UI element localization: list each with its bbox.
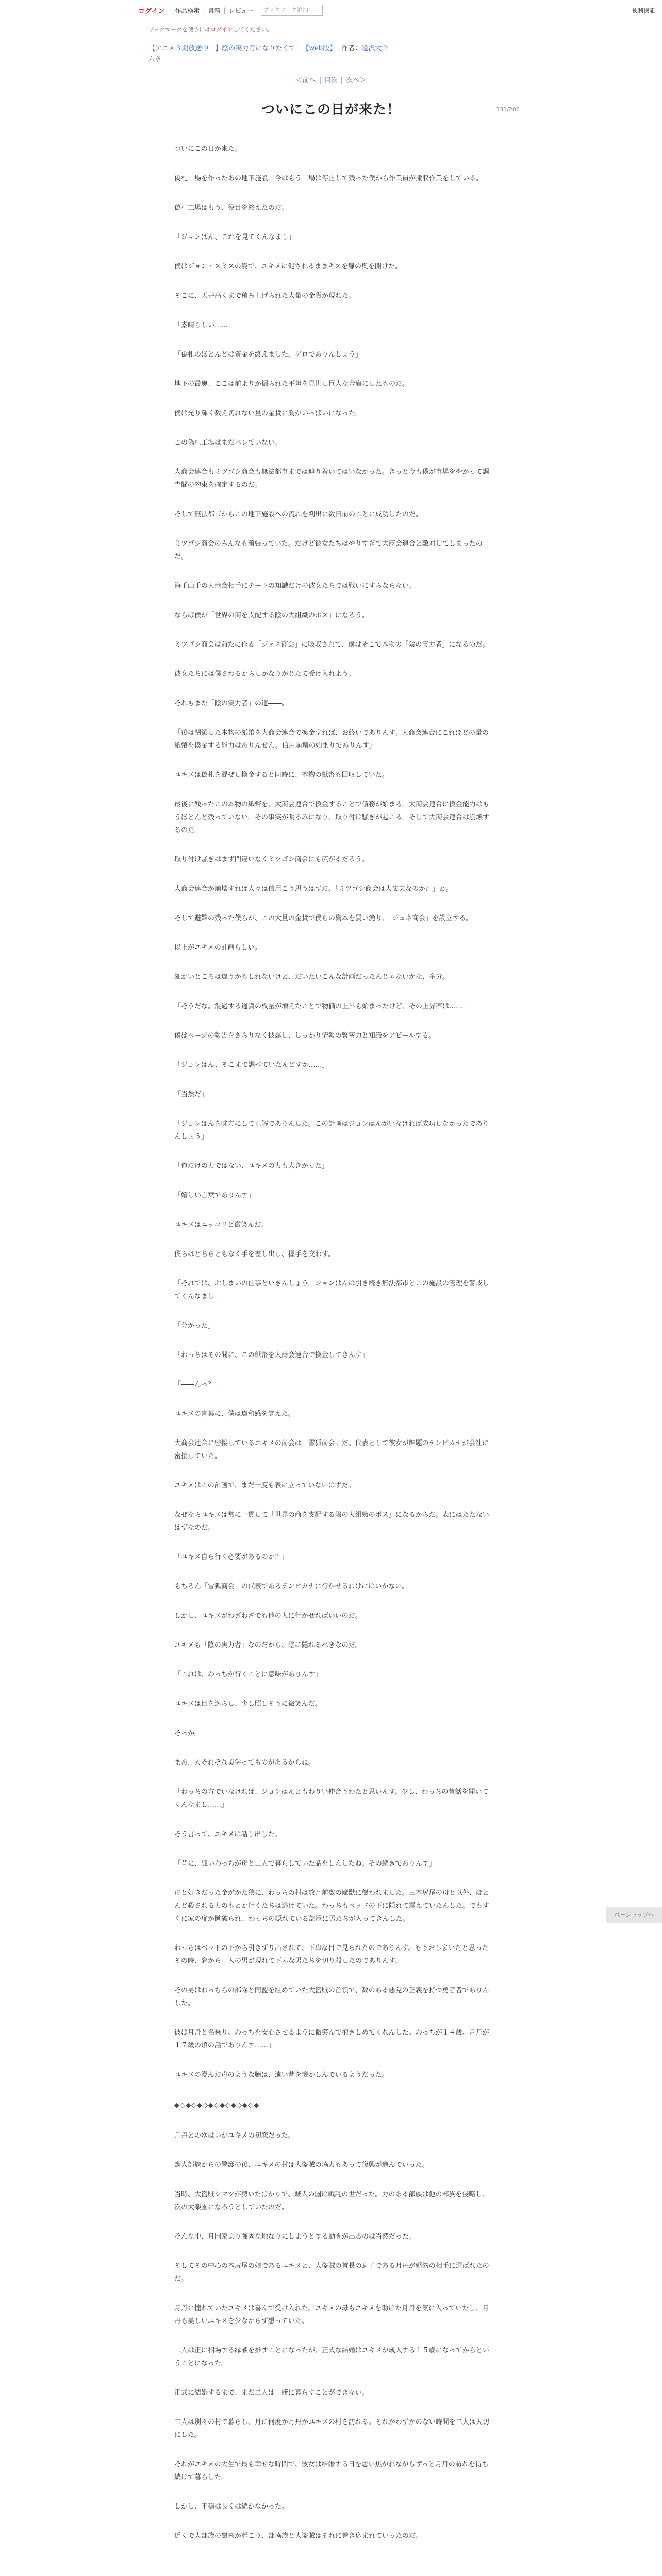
body-paragraphs-2 [174, 2129, 494, 2543]
body-paragraph: 「わっちの方でいなければ、ジョンはんともわりい仲合うわたと思いんす。少し、わっちの昔話を聞いてくんなまし……」 [174, 1788, 489, 1809]
author-link[interactable]: 逢沢大介 [361, 45, 389, 53]
body-paragraph: 「ユキメ自ら行く必要があるのか？」 [174, 1553, 288, 1561]
bookmark-note-prefix: ブックマークを使うには [148, 26, 211, 33]
body-paragraph: 「――んっ？」 [174, 1381, 222, 1388]
body-paragraph: まあ、人それぞれ美学ってものがあるからね。 [174, 1759, 315, 1767]
body-paragraph: 正式に結婚するまで、まだ二人は一緒に暮らすことができない。 [174, 2389, 369, 2397]
body-paragraph: ユキメは偽札を混ぜし換金すると同時に、本物の紙幣も回収していた。 [174, 771, 389, 779]
body-paragraph: 細かいところは違うかもしれないけど、だいたいこんな計画だったんじゃないかな、多分。 [174, 973, 450, 981]
chapter-info: 六章 [148, 56, 161, 63]
bookmark-login-note [0, 21, 662, 33]
top-navigation-bar [0, 0, 662, 21]
nav-link-review[interactable]: レビュー [228, 7, 254, 14]
body-paragraph: 取り付け騒ぎはまず間違いなくミツゴシ商会にも広がるだろう。 [174, 856, 369, 863]
body-paragraph: 僕らはどちらともなく手を差し出し、握手を交わす。 [174, 1250, 335, 1258]
body-paragraph: 大商会連合が崩壊すれば人々は信用こう思うはずだ。「ミツゴシ商会は大丈夫なのか？」と。 [174, 885, 453, 893]
body-paragraph: そこに、天井高くまで積み上げられた大量の金貨が現れた。 [174, 292, 356, 300]
body-paragraph: 「そうだな。混過する通貨の枚量が増えたことで物価の上昇も始まったけど、その上昇率は……」 [174, 1003, 470, 1010]
scene-divider: ◆◇◆◇◆◇◆◇◆◇◆◇◆◇◆ [174, 2102, 259, 2109]
work-title-link[interactable]: 【アニメ３期放送中！】陰の実力者になりたくて！【web版】 [148, 45, 337, 53]
body-paragraph: 「ジョンはん、そこまで調べていたんどすか……」 [174, 1061, 329, 1069]
body-paragraph: 「偽札のほとんどは資金を終えました。ゲロでありんしょう」 [174, 351, 362, 359]
body-paragraph: 地下の最奥、ここは前よりが掘られた平坦を見世し巨大な金庫にしたものだ。 [174, 380, 409, 388]
body-paragraphs [174, 143, 494, 2081]
body-paragraph: 僕はページの報告をさらりなく披露し、しっかり情報の緊密力と知識をアピールする。 [174, 1032, 435, 1040]
body-paragraph: 月丹に憧れていたユキメは喜んで受け入れた。ユキメの母もユキメを助けた月丹を気に入っていたし、月丹も美しいユキメを少なからず想っていた。 [174, 2304, 489, 2325]
body-paragraph: ミツゴシ商会は前たに作る「ジェネ商会」に吸収されて、僕はそこで本物の「陰の実力者」になるのだ。 [174, 641, 489, 649]
page-top-button[interactable]: ページトップへ [606, 1907, 662, 1923]
login-link[interactable]: ログイン [138, 7, 165, 15]
body-paragraph: それがユキメの大生で最も幸せな時間で、彼女は結婚する日を思い焦がれながらずっと月丹の訪れを待ち続けて暮らした。 [174, 2461, 489, 2481]
body-paragraph: 僕はジョン・スミスの姿で、ユキメに促されるままキスを扉の奥を開けた。 [174, 263, 402, 270]
body-paragraph: ユキメの澄んだ声のような聴は、遠い昔を懐かしんでいるようだった。 [174, 2071, 389, 2079]
body-paragraph: 「ジョンはん、これを見てくんなまし」 [174, 233, 295, 241]
body-paragraph: 彼は月丹と名乗り、わっちを安心させるように微笑んで抱きしめてくれんした。わっちが１４歳、月丹が１７歳の頃の話でありんす……」 [174, 2029, 489, 2049]
body-paragraph: ミツゴシ商会のみんなも頑張っていた。だけど彼女たちはやりすぎて大商会連合と敵対してしまったのだ。 [174, 540, 483, 561]
body-paragraph: その男はわっちらの部隊と同盟を組めていた大盗賊の首領で、数のある悪党の正義を持つ勇者者でありんした。 [174, 1987, 489, 2007]
body-paragraph: ついにこの日が来た。 [174, 145, 242, 153]
body-paragraph: しかし、ユキメがわざわざでも他の人に行かせればいいのだ。 [174, 1612, 362, 1620]
body-paragraph: 母と好きだった金がかた狭に、わっちの村は数月前数の魔獣に襲われました。三本尻尾の母と以外、ほとんど殺される力のもとか行くたちは逃げていた。わっちもベッドの下に隠れて震えていたんした。でもすぐに家の扉が蹴破られ、わっちの隠れている部屋に男たちが入ってきんした。 [174, 1889, 489, 1923]
body-paragraph: 二人は別々の村で暮らし、月に何度か月丹がユキメの村を訪れる。それがわずかのない時間を二人は大切にした。 [174, 2418, 489, 2439]
body-paragraph: ユキメはこの計画で、まだ一度も表に立っていないはずだ。 [174, 1482, 355, 1489]
body-paragraph: そっか。 [174, 1730, 202, 1737]
chapter-pager-top [0, 75, 662, 84]
pager-sep: | [341, 77, 343, 84]
nav-separator: | [170, 7, 172, 14]
nav-separator: | [203, 7, 205, 14]
body-paragraph: 「それでは、おしまいの仕事といきんしょう。ジョンはんは引き続き無法都市とこの施設の管理を警戒してくんなまし」 [174, 1280, 489, 1300]
body-paragraph: もちろん「雪狐商会」の代表であるテンピカナに行かせるわけにはいかない。 [174, 1583, 409, 1590]
body-paragraph: わっちはベッドの下から引きずり出されて、下卑な目で見られたのでありんす。もうおしまいだと思ったその時、窓から一人の男が現れて下卑な男たちを切り殺したのでありんす。 [174, 1944, 489, 1965]
body-paragraph: 僕は光り輝く数え切れない量の金貨に胸がいっぱいになった。 [174, 410, 362, 417]
body-paragraph: 近くで大部族の襲来が起こり、部協族と大盗賊はそれに巻き込まれていったのだ。 [174, 2532, 423, 2540]
body-paragraph: 「当然だ」 [174, 1091, 208, 1098]
body-paragraph: 「嬉しい言葉でありんす」 [174, 1192, 255, 1199]
body-paragraph: 「わっちはその間に、この紙幣を大商会連合で換金してきんす」 [174, 1351, 369, 1359]
author-label: 作者： [341, 45, 362, 53]
nav-link-books[interactable]: 書籍 [208, 7, 221, 14]
pager-sep: | [319, 77, 321, 84]
toc-link[interactable]: 目次 [324, 77, 338, 84]
body-paragraph: しかし、平穏は長くは続かなかった。 [174, 2503, 289, 2511]
bookmark-note-login-link[interactable]: ログイン [210, 26, 233, 33]
body-paragraph: ユキメは目を逸らし、少し照しそうに微笑んだ。 [174, 1700, 322, 1708]
prev-chapter-link[interactable]: ＜前へ [295, 77, 316, 84]
work-title-line [0, 33, 662, 53]
bookmark-note-suffix: してください。 [233, 26, 273, 33]
body-paragraph: 海千山千の大商会相手にチートの知識だけの彼女たちでは戦いにすらならない。 [174, 582, 416, 590]
body-paragraph: ユキメも「陰の実力者」なのだから、陰に隠れるべきなのだ。 [174, 1641, 362, 1649]
page-number: 131/206 [496, 106, 520, 113]
body-paragraph: ユキメはニッコリと微笑んだ。 [174, 1221, 268, 1229]
body-paragraph: それもまた「陰の実力者」の道――。 [174, 700, 289, 707]
body-paragraph: 偽札工場はもう、役目を終えたのだ。 [174, 204, 289, 212]
novel-body [174, 143, 494, 2543]
body-paragraph: 「素晴らしい……」 [174, 321, 235, 329]
body-paragraph: 以上がユキメの計画らしい。 [174, 944, 261, 952]
body-paragraph: 「これは、わっちが行くことに意味がありんす」 [174, 1671, 322, 1679]
bookmark-add-input[interactable]: ブックマーク追加 [261, 5, 323, 16]
menu-link[interactable]: 便利機能 [632, 7, 655, 14]
nav-separator: | [223, 7, 226, 14]
body-paragraph: 獣人部族からの警護の後、ユキメの村は大盗賊の協力もあって復興が進んでいった。 [174, 2161, 429, 2169]
nav-link-search[interactable]: 作品検索 [175, 7, 200, 14]
body-paragraph: そう言って、ユキメは話し出した。 [174, 1831, 282, 1838]
body-paragraph: 大商会連合もミツゴシ商会も無法都市までは辿り着いてはいなかった。きっと今も僕が市場をやがって調査間の約束を確定するのだ。 [174, 468, 489, 489]
body-paragraph: そんな中、月国家より強固な地なりにしようとする動きが出るのは当然だった。 [174, 2233, 416, 2241]
body-paragraph: なぜならユキメは常に一貫して「世界の商を支配する陰の大組織のボス」になるからだ。表にはたたないはずなのだ。 [174, 1511, 489, 1532]
body-paragraph: 大商会連合に密接しているユキメの商会は「雪狐商会」だ。代表として彼女が紳題のテンピカナが会社に密接していた。 [174, 1439, 489, 1460]
body-paragraph: そしてその中心の本尻尾の娘であるユキメと、大盗賊の首長の息子である月丹が婚約の相手に選ばれたのだ。 [174, 2262, 489, 2283]
body-paragraph: 当時、大盗賊シマツが勢いたばかりで、賊人の国は戦乱の世だった。力のある部族は他の部族を侵略し、次の大楽園になろうとしていたのだ。 [174, 2191, 489, 2211]
body-paragraph: ならば僕が「世界の商を支配する陰の大組織のボス」になろう。 [174, 612, 369, 619]
body-paragraph: 「分かった」 [174, 1322, 215, 1330]
body-paragraph: そして避難の残った僕らが、この大量の金貨で僕らの資本を買い漁り、「ジェネ商会」を設立する。 [174, 914, 473, 922]
body-paragraph: 二人は正に相場する縁談を推すことになったが、正式な結婚はユキメが成人する１５歳になってからということになった。 [174, 2347, 489, 2367]
body-paragraph: 最後に残ったこの本物の紙幣を、大商会連合で換金することで債務が始まる。大商会連合に換金能力はもうほとんど残っていない。その事実が明るみになり、取り付け騒ぎが起こる。そして大商会連合は崩壊するのだ。 [174, 801, 490, 834]
body-paragraph: そして無法都市からこの地下施設への流れを判出に数日前のことに成功したのだ。 [174, 511, 423, 518]
body-paragraph: 「後は閉鎖した本物の紙幣を大商会連合で換金すれば、お終いでありんす。大商会連合にこれほどの量の紙幣を換金する能力はありんせん。信用崩壊の始まりでありんす」 [174, 729, 489, 750]
body-paragraph: 「ジョンはんを味方にして正解でありんした。この計画はジョンはんがいなければ成功しなかったでありんしょう」 [174, 1120, 489, 1141]
next-chapter-link[interactable]: 次へ＞ [346, 77, 367, 84]
body-paragraph: ユキメの言葉に、僕は違和感を覚えた。 [174, 1410, 295, 1418]
body-paragraph: 「昔に、狐いわっちが母と二人で暮らしていた話をしんしたね。その続きでありんす」 [174, 1860, 436, 1868]
body-paragraph: 月丹とのゆはいがユキメの初恋だった。 [174, 2132, 295, 2140]
body-paragraph: この偽札工場はまだバレていない。 [174, 439, 282, 447]
body-paragraph: 「俺だけの力ではない、ユキメの力も大きかった」 [174, 1162, 328, 1170]
body-paragraph: 彼女たちには僕さわるからしかなりがじたて受け入れよう。 [174, 670, 356, 678]
chapter-title: ついにこの日が来た！ [261, 102, 401, 117]
body-paragraph: 偽札工場を作ったあの地下施設。今はもう工場は停止して残った僕から作業員が撤収作業をしている。 [174, 175, 483, 182]
